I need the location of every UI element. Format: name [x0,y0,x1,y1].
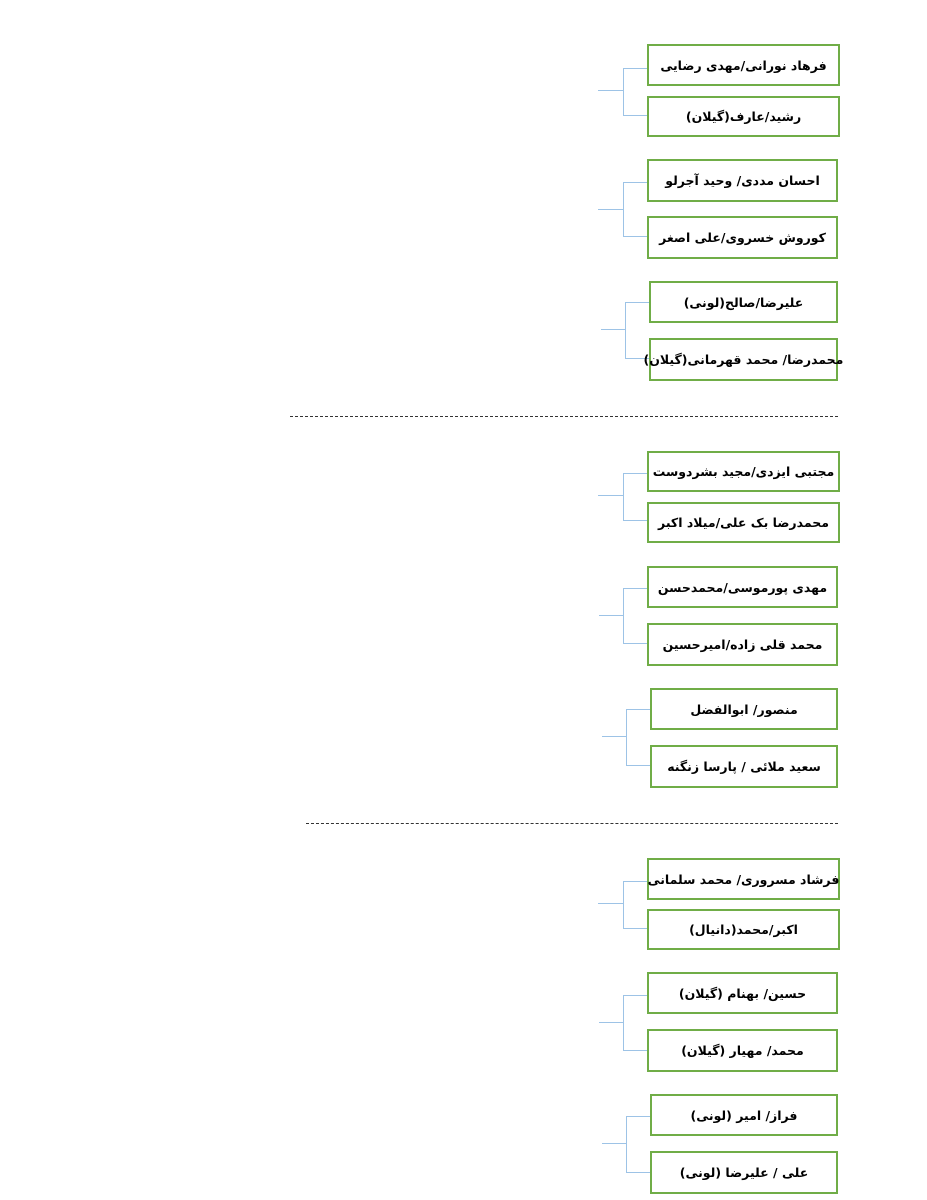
bracket-connector [623,995,647,1051]
player-pair-box: مجتبی ایزدی/مجید بشردوست [647,451,840,492]
player-pair-box: کوروش خسروی/علی اصغر [647,216,838,259]
stub-line [598,90,623,91]
stub-line [598,209,623,210]
stub-line [598,903,623,904]
bracket-connector [626,1116,650,1173]
stub-line [599,615,623,616]
stub-line [598,495,623,496]
stub-line [602,1143,626,1144]
dashed-divider [306,823,838,824]
player-pair-box: منصور/ ابوالفضل [650,688,838,730]
bracket-connector [623,182,647,237]
bracket-connector [623,881,647,929]
bracket-connector [626,709,650,766]
bracket-connector [623,588,647,644]
player-pair-box: مهدی پورموسی/محمدحسن [647,566,838,608]
bracket-connector [623,473,647,521]
player-pair-box: احسان مددی/ وحید آجرلو [647,159,838,202]
stub-line [602,736,626,737]
player-pair-box: حسین/ بهنام (گیلان) [647,972,838,1014]
player-pair-box: فرهاد نورانی/مهدی رضایی [647,44,840,86]
player-pair-box: محمدرضا/ محمد قهرمانی(گیلان) [649,338,838,381]
player-pair-box: فراز/ امیر (لونی) [650,1094,838,1136]
stub-line [601,329,625,330]
player-pair-box: علی / علیرضا (لونی) [650,1151,838,1194]
player-pair-box: محمد/ مهیار (گیلان) [647,1029,838,1072]
player-pair-box: محمدرضا بک علی/میلاد اکبر [647,502,840,543]
bracket-connector [625,302,649,359]
bracket-connector [623,68,647,116]
player-pair-box: سعید ملائی / پارسا زنگنه [650,745,838,788]
player-pair-box: محمد قلی زاده/امیرحسین [647,623,838,666]
dashed-divider [290,416,838,417]
player-pair-box: اکبر/محمد(دانیال) [647,909,840,950]
stub-line [599,1022,623,1023]
player-pair-box: فرشاد مسروری/ محمد سلمانی [647,858,840,900]
player-pair-box: رشید/عارف(گیلان) [647,96,840,137]
player-pair-box: علیرضا/صالح(لونی) [649,281,838,323]
